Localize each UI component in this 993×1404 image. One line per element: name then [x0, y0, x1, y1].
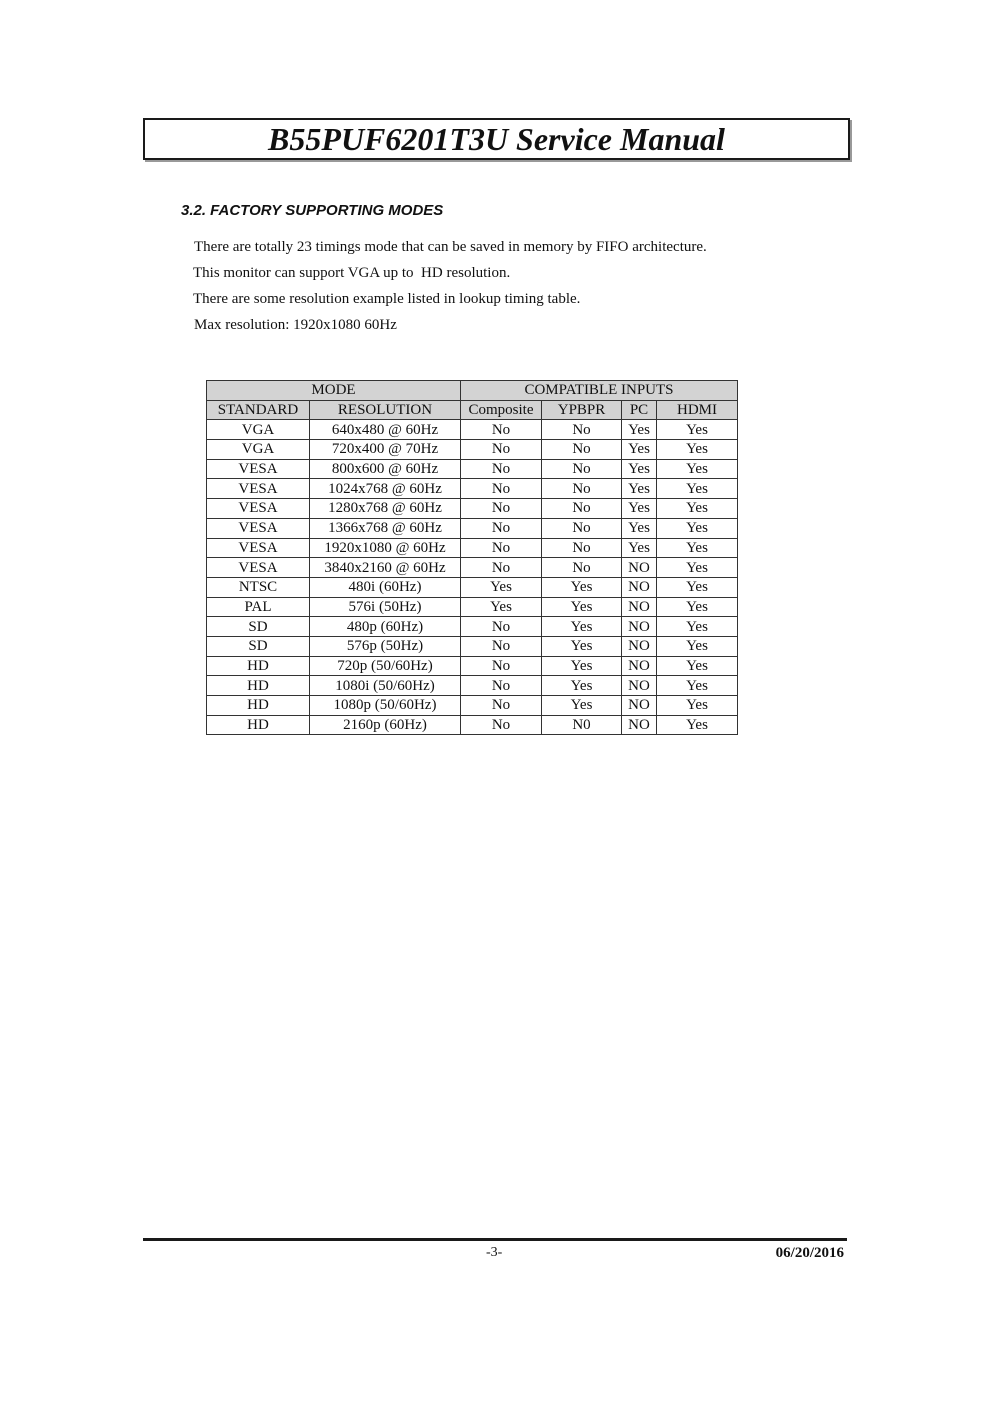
cell-ypbpr: Yes	[542, 577, 622, 597]
cell-ypbpr: No	[542, 459, 622, 479]
cell-pc: NO	[622, 696, 657, 716]
cell-ypbpr: No	[542, 538, 622, 558]
cell-resolution: 1920x1080 @ 60Hz	[310, 538, 461, 558]
table-row	[207, 420, 738, 440]
cell-hdmi: Yes	[657, 636, 738, 656]
cell-pc: NO	[622, 617, 657, 637]
cell-hdmi: Yes	[657, 696, 738, 716]
cell-hdmi: Yes	[657, 479, 738, 499]
cell-composite: No	[461, 499, 542, 519]
cell-ypbpr: Yes	[542, 636, 622, 656]
cell-ypbpr: Yes	[542, 597, 622, 617]
paragraph-vga-support: This monitor can support VGA up to HD resolution.	[193, 265, 511, 281]
cell-hdmi: Yes	[657, 518, 738, 538]
cell-standard: HD	[207, 715, 310, 735]
footer-rule	[143, 1238, 847, 1241]
cell-ypbpr: Yes	[542, 656, 622, 676]
cell-resolution: 720p (50/60Hz)	[310, 656, 461, 676]
footer-date: 06/20/2016	[775, 1245, 844, 1261]
cell-pc: NO	[622, 558, 657, 578]
cell-composite: No	[461, 420, 542, 440]
cell-pc: NO	[622, 636, 657, 656]
cell-pc: Yes	[622, 499, 657, 519]
paragraph-lookup-table: There are some resolution example listed in lookup timing table.	[193, 291, 581, 307]
cell-resolution: 576p (50Hz)	[310, 636, 461, 656]
cell-pc: NO	[622, 656, 657, 676]
column-header-composite: Composite	[461, 400, 542, 420]
cell-hdmi: Yes	[657, 715, 738, 735]
cell-composite: No	[461, 656, 542, 676]
paragraph-timings: There are totally 23 timings mode that can be saved in memory by FIFO architecture.	[194, 239, 707, 255]
group-header-mode: MODE	[207, 381, 461, 401]
table-row	[207, 558, 738, 578]
column-header-standard: STANDARD	[207, 400, 310, 420]
cell-resolution: 576i (50Hz)	[310, 597, 461, 617]
cell-resolution: 640x480 @ 60Hz	[310, 420, 461, 440]
cell-composite: Yes	[461, 577, 542, 597]
cell-composite: Yes	[461, 597, 542, 617]
cell-ypbpr: No	[542, 440, 622, 460]
column-header-pc: PC	[622, 400, 657, 420]
cell-hdmi: Yes	[657, 499, 738, 519]
cell-hdmi: Yes	[657, 440, 738, 460]
cell-composite: No	[461, 479, 542, 499]
cell-pc: Yes	[622, 479, 657, 499]
cell-pc: NO	[622, 597, 657, 617]
cell-standard: PAL	[207, 597, 310, 617]
cell-pc: NO	[622, 715, 657, 735]
cell-standard: VESA	[207, 499, 310, 519]
cell-hdmi: Yes	[657, 617, 738, 637]
cell-composite: No	[461, 617, 542, 637]
group-header-compatible-inputs: COMPATIBLE INPUTS	[461, 381, 738, 401]
table-row	[207, 656, 738, 676]
cell-ypbpr: No	[542, 420, 622, 440]
cell-hdmi: Yes	[657, 656, 738, 676]
cell-ypbpr: No	[542, 499, 622, 519]
cell-resolution: 800x600 @ 60Hz	[310, 459, 461, 479]
cell-resolution: 1080i (50/60Hz)	[310, 676, 461, 696]
cell-ypbpr: Yes	[542, 676, 622, 696]
table-row	[207, 538, 738, 558]
cell-standard: VGA	[207, 420, 310, 440]
cell-pc: NO	[622, 676, 657, 696]
table-row	[207, 617, 738, 637]
table-row	[207, 715, 738, 735]
cell-standard: VESA	[207, 479, 310, 499]
cell-hdmi: Yes	[657, 420, 738, 440]
cell-hdmi: Yes	[657, 597, 738, 617]
table-row	[207, 518, 738, 538]
column-header-ypbpr: YPBPR	[542, 400, 622, 420]
cell-standard: HD	[207, 696, 310, 716]
cell-standard: VESA	[207, 518, 310, 538]
cell-pc: Yes	[622, 440, 657, 460]
cell-resolution: 1080p (50/60Hz)	[310, 696, 461, 716]
cell-resolution: 1280x768 @ 60Hz	[310, 499, 461, 519]
cell-pc: Yes	[622, 538, 657, 558]
cell-pc: NO	[622, 577, 657, 597]
paragraph-max-resolution: Max resolution: 1920x1080 60Hz	[194, 317, 397, 333]
table-row	[207, 636, 738, 656]
cell-standard: NTSC	[207, 577, 310, 597]
cell-composite: No	[461, 636, 542, 656]
cell-standard: HD	[207, 656, 310, 676]
page-number: -3-	[486, 1245, 503, 1260]
cell-ypbpr: No	[542, 518, 622, 538]
cell-ypbpr: Yes	[542, 617, 622, 637]
title-box	[143, 118, 850, 160]
cell-resolution: 3840x2160 @ 60Hz	[310, 558, 461, 578]
cell-pc: Yes	[622, 518, 657, 538]
cell-resolution: 720x400 @ 70Hz	[310, 440, 461, 460]
cell-standard: HD	[207, 676, 310, 696]
cell-hdmi: Yes	[657, 538, 738, 558]
cell-composite: No	[461, 676, 542, 696]
cell-composite: No	[461, 696, 542, 716]
cell-resolution: 480p (60Hz)	[310, 617, 461, 637]
cell-composite: No	[461, 459, 542, 479]
table-row	[207, 577, 738, 597]
cell-hdmi: Yes	[657, 558, 738, 578]
cell-hdmi: Yes	[657, 577, 738, 597]
table-row	[207, 479, 738, 499]
table-group-header-row	[207, 381, 738, 401]
cell-standard: VGA	[207, 440, 310, 460]
cell-composite: No	[461, 440, 542, 460]
cell-ypbpr: Yes	[542, 696, 622, 716]
cell-resolution: 2160p (60Hz)	[310, 715, 461, 735]
cell-pc: Yes	[622, 420, 657, 440]
cell-standard: SD	[207, 636, 310, 656]
cell-ypbpr: N0	[542, 715, 622, 735]
cell-standard: VESA	[207, 558, 310, 578]
cell-hdmi: Yes	[657, 459, 738, 479]
cell-standard: VESA	[207, 459, 310, 479]
cell-composite: No	[461, 715, 542, 735]
cell-ypbpr: No	[542, 558, 622, 578]
cell-standard: VESA	[207, 538, 310, 558]
cell-composite: No	[461, 558, 542, 578]
cell-composite: No	[461, 538, 542, 558]
cell-resolution: 1366x768 @ 60Hz	[310, 518, 461, 538]
table-column-header-row	[207, 400, 738, 420]
table-row	[207, 459, 738, 479]
supporting-modes-table	[206, 380, 738, 735]
table-row	[207, 499, 738, 519]
table-row	[207, 440, 738, 460]
cell-hdmi: Yes	[657, 676, 738, 696]
cell-ypbpr: No	[542, 479, 622, 499]
column-header-resolution: RESOLUTION	[310, 400, 461, 420]
table-row	[207, 676, 738, 696]
cell-resolution: 480i (60Hz)	[310, 577, 461, 597]
cell-pc: Yes	[622, 459, 657, 479]
cell-standard: SD	[207, 617, 310, 637]
table-row	[207, 597, 738, 617]
table-row	[207, 696, 738, 716]
column-header-hdmi: HDMI	[657, 400, 738, 420]
document-title: B55PUF6201T3U Service Manual	[268, 121, 725, 157]
cell-composite: No	[461, 518, 542, 538]
section-heading: 3.2. FACTORY SUPPORTING MODES	[181, 202, 444, 219]
cell-resolution: 1024x768 @ 60Hz	[310, 479, 461, 499]
